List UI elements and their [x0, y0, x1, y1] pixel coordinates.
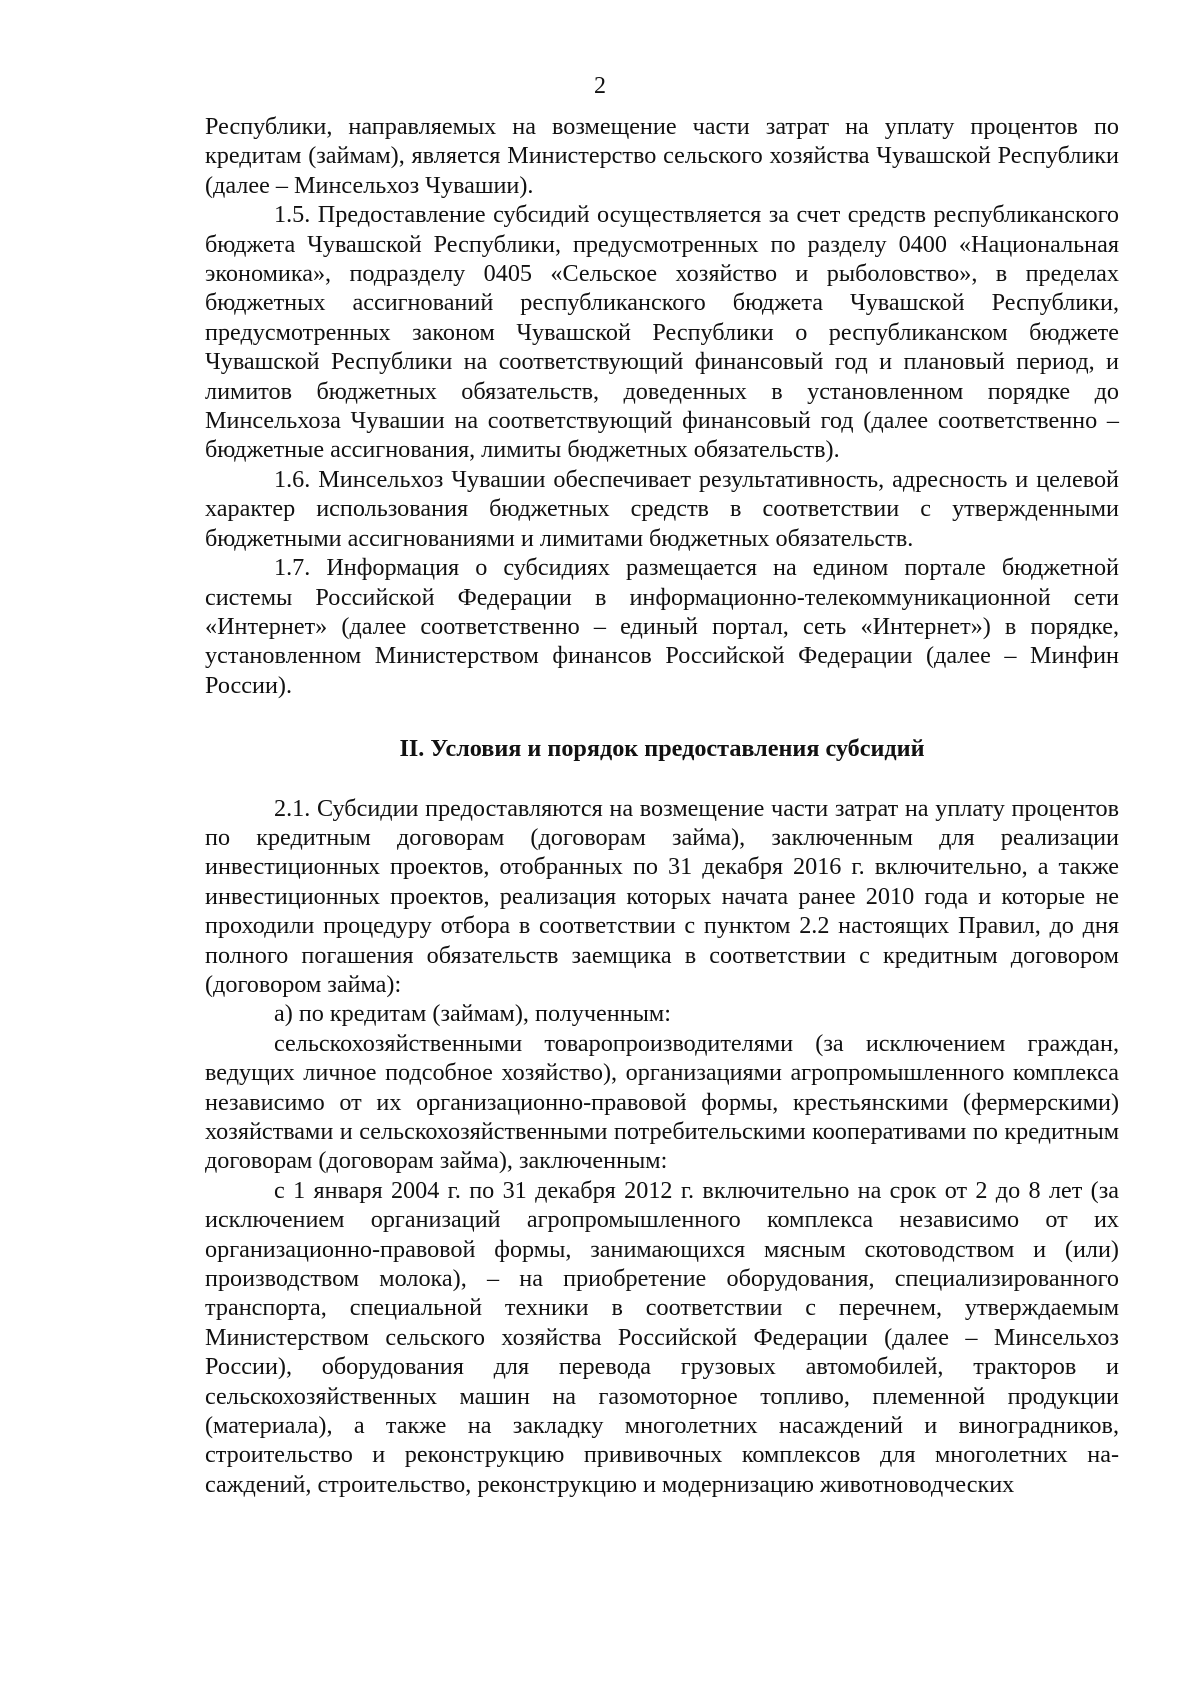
paragraph-2004-2012: с 1 января 2004 г. по 31 декабря 2012 г. включительно на срок от 2 до 8 лет (за исключением организаций агропромышленного комплекса независимо от их организационно-правовой формы, занимающихся мясным скотоводством и (или) производством молока), – на приобретение оборудования, специализированного транспорта, специальной техники в соответствии с перечнем, утверждаемым Министерством сельского хозяйства Российской Федерации (далее – Минсельхоз России), оборудования для перевода грузовых автомобилей, тракторов и сельскохозяйственных машин на газомоторное топливо, племенной продукции (материала), а также на закладку многолетних насаждений и виноградников, строительство и реконструкцию прививочных комплексов для многолетних насаждений, строительство, реконструкцию и модернизацию животноводческих [205, 1176, 1119, 1498]
section-heading: II. Условия и порядок предоставления субсидий [399, 735, 925, 763]
paragraph-1-6: 1.6. Минсельхоз Чувашии обеспечивает результативность, адресность и целевой характер использования бюджетных средств в соответствии с утвержденными бюджетными ассигнованиями и лимитами бюджетных обязательств. [205, 465, 1119, 552]
paragraph-item-a: а) по кредитам (займам), полученным: [274, 1000, 671, 1028]
document-body [205, 112, 1119, 1499]
paragraph-2-1: 2.1. Субсидии предоставляются на возмещение части затрат на уплату процентов по кредитным договорам (договорам займа), заключенным для реализации инвестиционных проектов, отобранных по 31 декабря 2016 г. включительно, а также инвестиционных проектов, реализация которых начата ранее 2010 года и которые не проходили процедуру отбора в соответствии с пунктом 2.2 настоящих Правил, до дня полного погашения обязательств заемщика в соответствии с кредитным договором (договором займа): [205, 794, 1119, 998]
paragraph-1-5: 1.5. Предоставление субсидий осуществляется за счет средств республиканского бюджета Чувашской Республики, предусмотренных по разделу 0400 «Национальная экономика», подразделу 0405 «Сельское хозяйство и рыболовство», в пределах бюджетных ассигнований республиканского бюджета Чувашской Республики, предусмотренных законом Чувашской Республики о республиканском бюджете Чувашской Республики на соответствующий финансовый год и плановый период, и лимитов бюджетных обязательств, доведенных в установленном порядке до Минсельхоза Чувашии на соответствующий финансовый год (далее соответственно – бюджетные ассигнования, лимиты бюджетных обязательств). [205, 201, 1119, 464]
paragraph-1-7: 1.7. Информация о субсидиях размещается на едином портале бюджетной системы Российской Федерации в информационно-телекоммуникационной сети «Интернет» (далее соответственно – единый портал, сеть «Интернет») в порядке, установленном Министерством финансов Российской Федерации (далее – Минфин России). [205, 554, 1119, 699]
page-number: 2 [594, 73, 606, 99]
paragraph-producers: сельскохозяйственными товаропроизводителями (за исключением граждан, ведущих личное подсобное хозяйство), организациями агропромышленного комплекса независимо от их организационно-правовой формы, крестьянскими (фермерскими) хозяйствами и сельскохозяйственными потребительскими кооперативами по кредитным договорам (договорам займа), заключенным: [205, 1029, 1119, 1175]
paragraph-continuation: Республики, направляемых на возмещение части затрат на уплату процентов по кредитам (займам), является Министерство сельского хозяйства Чувашской Республики (далее – Минсельхоз Чувашии). [205, 113, 1119, 199]
